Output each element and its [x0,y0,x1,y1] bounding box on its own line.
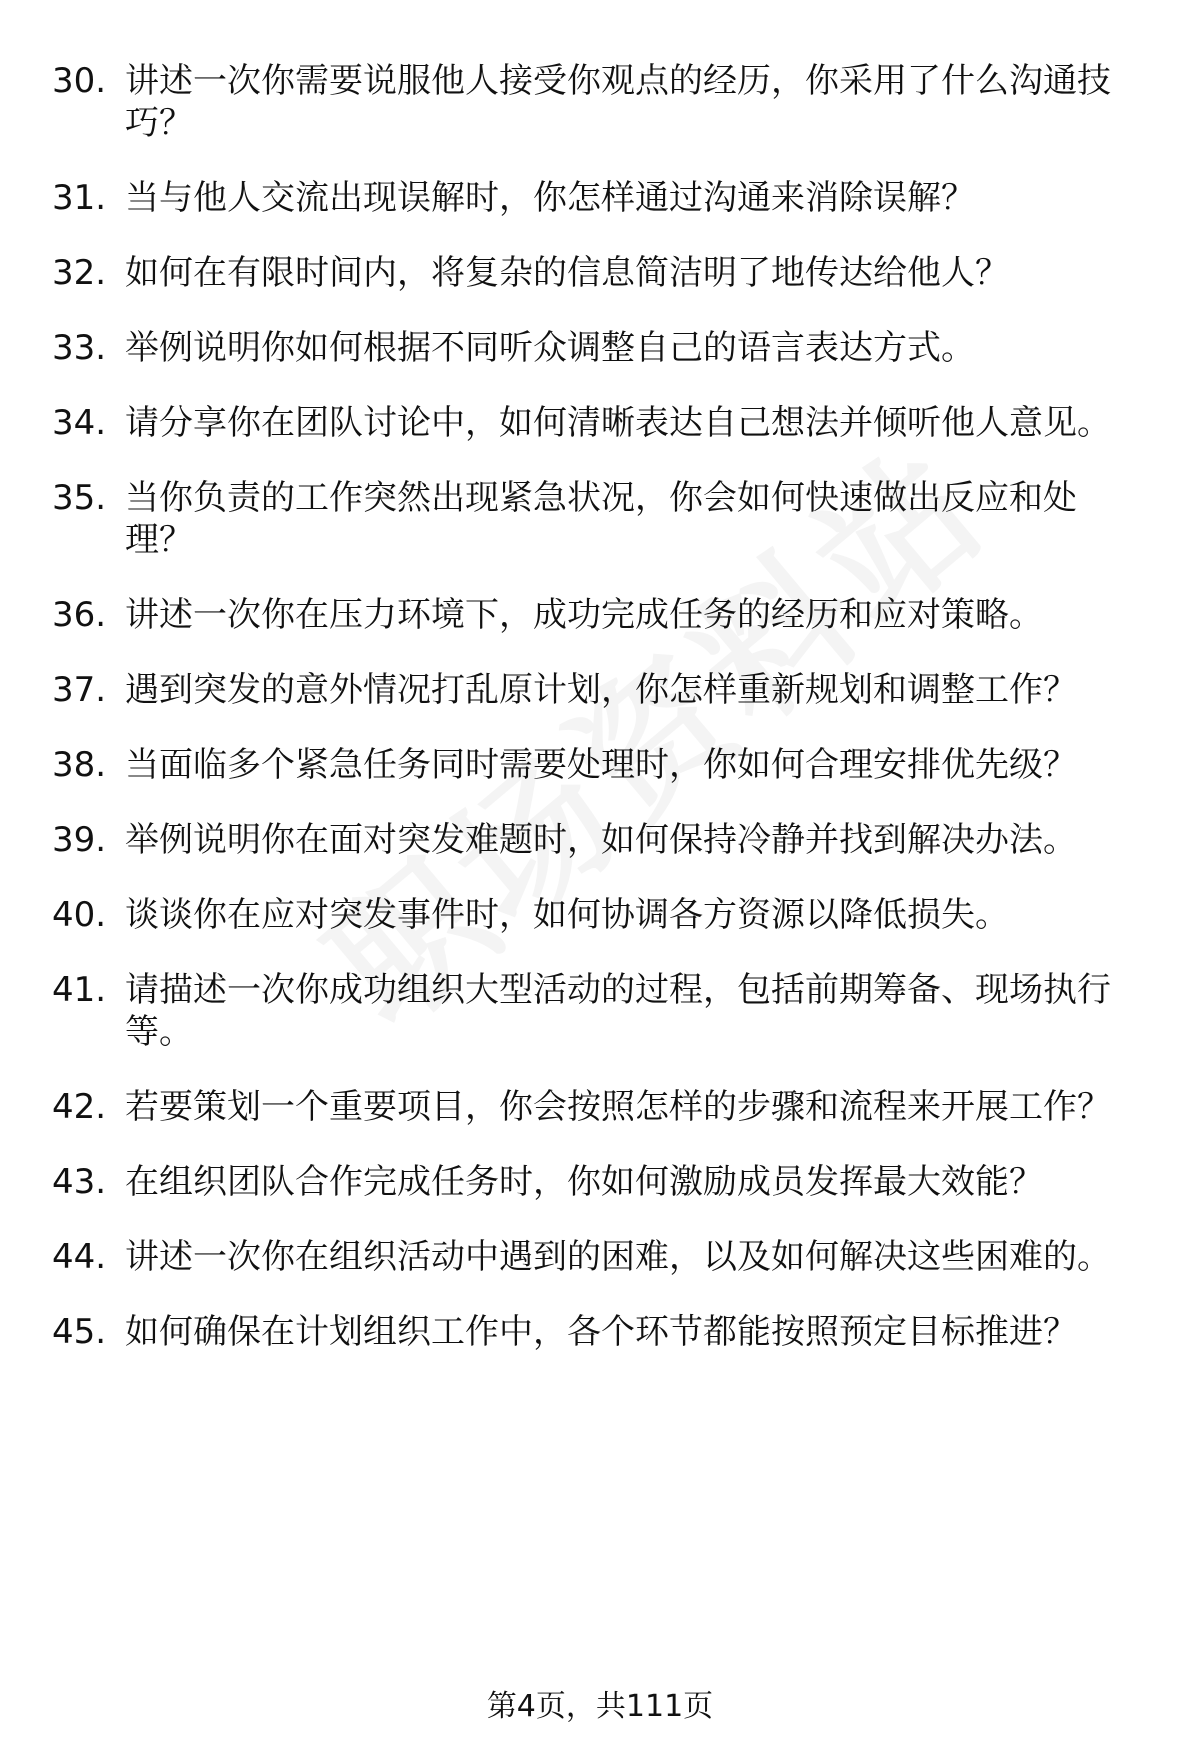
question-number: 31. [52,178,107,218]
question-text: 讲述一次你在压力环境下，成功完成任务的经历和应对策略。 [125,595,1043,635]
question-number: 36. [52,595,107,635]
list-item [0,1311,1200,1353]
list-item [0,327,1200,369]
question-number: 44. [52,1237,107,1277]
question-number: 41. [52,970,107,1010]
question-text: 当你负责的工作突然出现紧急状况，你会如何快速做出反应和处理？ [125,478,1077,560]
list-item [0,477,1200,561]
page-footer: 第4页，共111页 [486,1689,714,1724]
question-number: 39. [52,820,107,860]
question-number: 42. [52,1087,107,1127]
question-text: 如何在有限时间内，将复杂的信息简洁明了地传达给他人？ [125,253,1009,293]
question-text: 谈谈你在应对突发事件时，如何协调各方资源以降低损失。 [125,895,1009,935]
question-text: 举例说明你在面对突发难题时，如何保持冷静并找到解决办法。 [125,820,1077,860]
list-item [0,594,1200,636]
question-number: 33. [52,328,107,368]
list-item [0,669,1200,711]
list-item [0,1086,1200,1128]
question-text: 当与他人交流出现误解时，你怎样通过沟通来消除误解？ [125,178,975,218]
question-number: 37. [52,670,107,710]
question-text: 如何确保在计划组织工作中，各个环节都能按照预定目标推进？ [125,1312,1077,1352]
list-item [0,177,1200,219]
list-item [0,969,1200,1053]
question-number: 34. [52,403,107,443]
question-number: 32. [52,253,107,293]
question-number: 43. [52,1162,107,1202]
list-item [0,819,1200,861]
question-text: 讲述一次你在组织活动中遇到的困难，以及如何解决这些困难的。 [125,1237,1111,1277]
question-list [0,60,1200,1386]
question-text: 当面临多个紧急任务同时需要处理时，你如何合理安排优先级？ [125,745,1077,785]
question-text: 若要策划一个重要项目，你会按照怎样的步骤和流程来开展工作？ [125,1087,1111,1127]
list-item [0,894,1200,936]
list-item [0,744,1200,786]
question-text: 遇到突发的意外情况打乱原计划，你怎样重新规划和调整工作？ [125,670,1077,710]
list-item [0,402,1200,444]
question-number: 30. [52,61,107,101]
question-number: 40. [52,895,107,935]
question-text: 请描述一次你成功组织大型活动的过程，包括前期筹备、现场执行等。 [125,970,1111,1052]
question-text: 举例说明你如何根据不同听众调整自己的语言表达方式。 [125,328,975,368]
list-item [0,252,1200,294]
question-number: 45. [52,1312,107,1352]
question-text: 请分享你在团队讨论中，如何清晰表达自己想法并倾听他人意见。 [125,403,1111,443]
list-item [0,60,1200,144]
list-item [0,1161,1200,1203]
question-number: 38. [52,745,107,785]
list-item [0,1236,1200,1278]
question-number: 35. [52,478,107,518]
question-text: 讲述一次你需要说服他人接受你观点的经历，你采用了什么沟通技巧？ [125,61,1111,143]
question-text: 在组织团队合作完成任务时，你如何激励成员发挥最大效能？ [125,1162,1043,1202]
